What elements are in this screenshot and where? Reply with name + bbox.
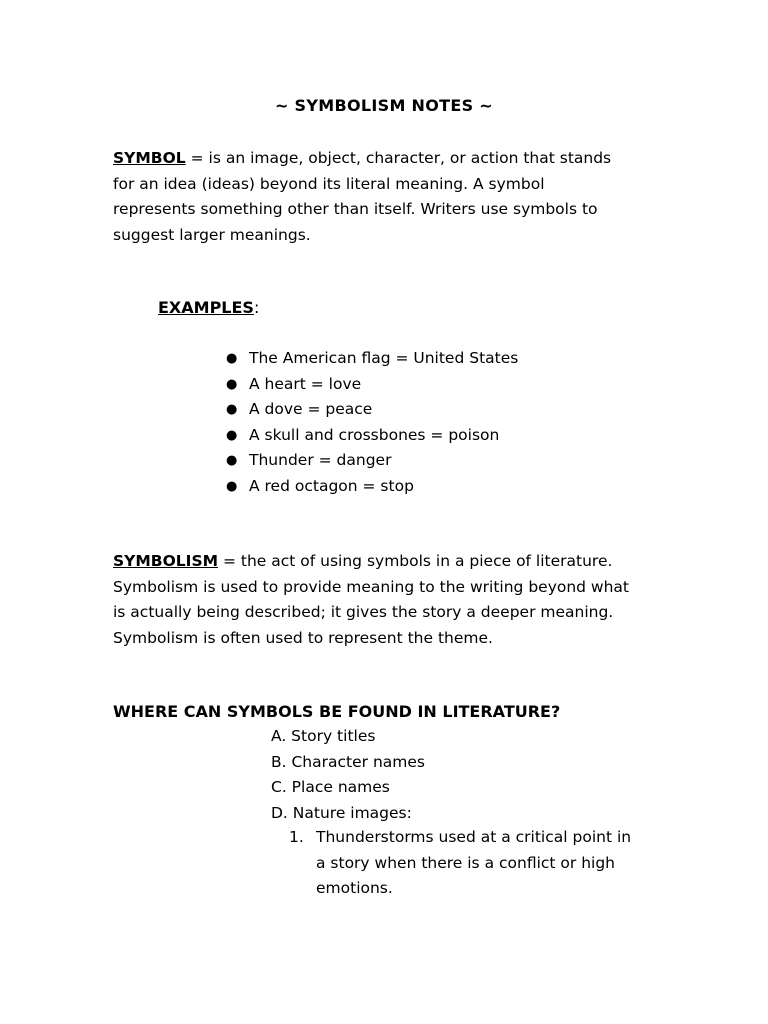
examples-list [224,346,518,499]
symbol-definition [113,146,673,248]
where-heading: WHERE CAN SYMBOLS BE FOUND IN LITERATURE? [113,702,561,721]
symbol-definition-line-2: for an idea (ideas) beyond its literal meaning. A symbol [113,174,545,193]
symbolism-definition-line-2: Symbolism is used to provide meaning to the writing beyond what [113,577,630,596]
bullet-icon: ● [226,402,238,417]
page-title: ~ SYMBOLISM NOTES ~ [274,96,493,115]
list-item: ● Thunder = danger [224,448,518,474]
bullet-icon: ● [226,427,238,443]
list-item: ● A skull and crossbones = poison [224,423,518,449]
list-item: ● A heart = love [224,372,518,398]
bullet-icon: ● [226,453,238,468]
bullet-icon: ● [226,351,238,366]
symbolism-term: SYMBOLISM [113,552,219,570]
list-item: ● A red octagon = stop [224,474,518,500]
where-list [271,724,425,826]
list-item: B. Character names [271,752,425,771]
bullet-icon: ● [226,478,238,494]
symbol-term: SYMBOL [113,149,186,167]
list-item: ● A dove = peace [224,397,518,423]
list-item: D. Nature images: [271,803,412,822]
symbol-definition-line-3: represents something other than itself. Writers use symbols to [113,200,598,218]
symbolism-definition-line-4: Symbolism is often used to represent the theme. [113,628,493,647]
symbolism-definition [113,549,673,651]
list-item: A. Story titles [271,727,376,745]
bullet-icon: ● [226,376,238,392]
symbol-definition-line-1: SYMBOL = is an image, object, character, or action that stands [113,149,612,167]
symbolism-definition-line-3: is actually being described; it gives the story a deeper meaning. [113,603,614,621]
examples-heading: EXAMPLES: [158,298,260,317]
sub-item-number: 1. [289,828,304,846]
symbol-definition-line-4: suggest larger meanings. [113,225,311,244]
sub-item-text: Thunderstorms used at a critical point in a story when there is a conflict or high emotions. [316,828,632,897]
symbolism-definition-line-1: SYMBOLISM = the act of using symbols in a piece of literature. [113,552,613,570]
list-item: C. Place names [271,778,390,796]
list-item: ● The American flag = United States [224,346,518,372]
